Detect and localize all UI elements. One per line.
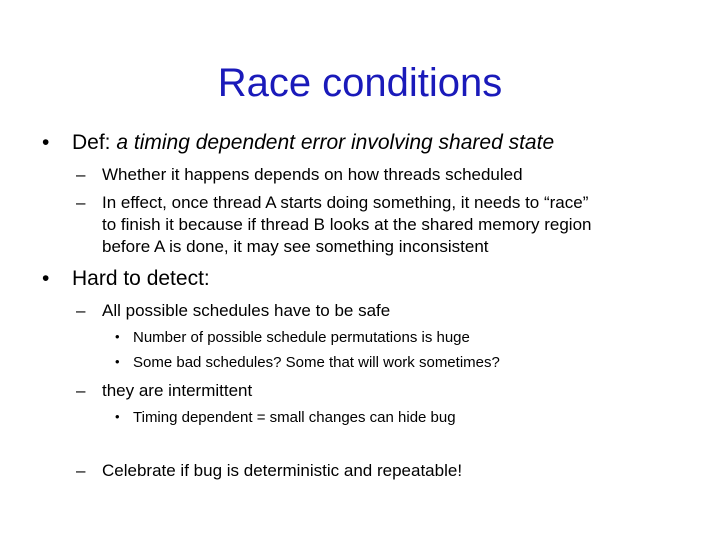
sub-bullet-text: Celebrate if bug is deterministic and repeatable! <box>102 461 463 480</box>
definition-text: a timing dependent error involving shared state <box>116 131 555 154</box>
sub-bullet-text-line-1: In effect, once thread A starts doing something, it needs to “race” <box>102 193 589 212</box>
sub-bullet-text-line-2: to finish it because if thread B looks at the shared memory region <box>102 215 592 234</box>
dash-icon: – <box>76 193 86 212</box>
bullet-text: Hard to detect: <box>72 267 210 290</box>
dash-icon: – <box>76 301 86 320</box>
dash-icon: – <box>76 461 86 480</box>
bullet-dot-icon: • <box>42 267 50 290</box>
definition-prefix: Def: <box>72 131 117 154</box>
bullet-dot-icon: • <box>42 131 50 154</box>
small-bullet-icon: • <box>115 409 120 424</box>
slide-title: Race conditions <box>217 61 503 105</box>
dash-icon: – <box>76 165 86 184</box>
dash-icon: – <box>76 381 86 400</box>
sub-bullet-text: Whether it happens depends on how threads scheduled <box>102 165 523 184</box>
sub-bullet-text: they are intermittent <box>102 381 253 400</box>
sub-bullet-text: All possible schedules have to be safe <box>102 301 391 320</box>
small-bullet-icon: • <box>115 354 120 369</box>
sub-sub-bullet-text: Number of possible schedule permutations is huge <box>133 329 470 346</box>
small-bullet-icon: • <box>115 329 120 344</box>
sub-sub-bullet-text: Some bad schedules? Some that will work sometimes? <box>133 354 500 371</box>
sub-bullet-text-line-3: before A is done, it may see something inconsistent <box>102 237 489 256</box>
sub-sub-bullet-text: Timing dependent = small changes can hide bug <box>133 409 456 426</box>
